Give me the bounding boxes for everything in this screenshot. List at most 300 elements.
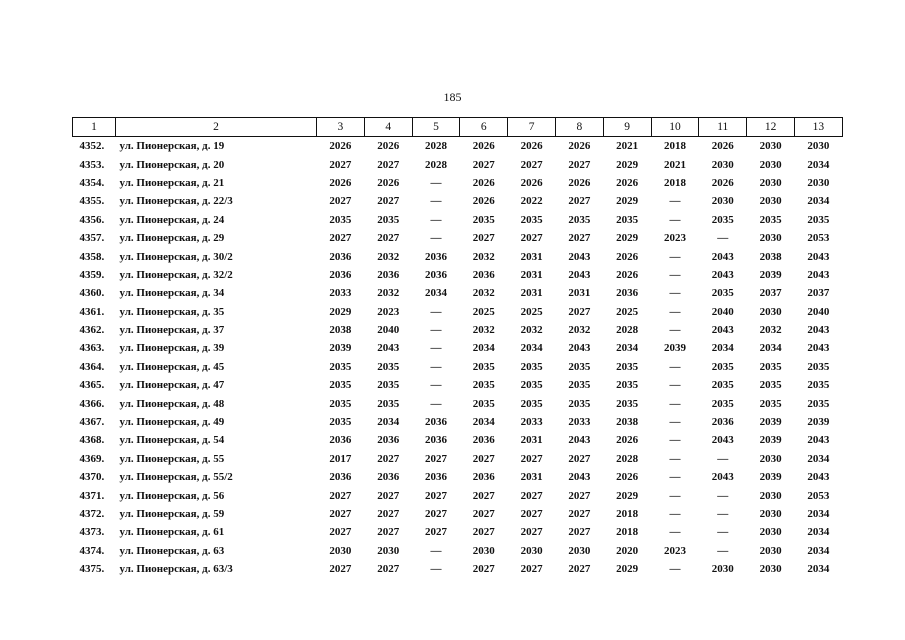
year-cell: 2026 (616, 268, 639, 281)
year-cell: 2021 (616, 140, 639, 153)
year-cell: — (717, 544, 729, 557)
year-cell: 2026 (616, 471, 639, 484)
year-cell: 2043 (711, 268, 734, 281)
year-cell: — (669, 526, 681, 539)
year-cell: 2029 (616, 489, 639, 502)
year-cell: 2039 (759, 471, 782, 484)
year-cell: 2040 (711, 305, 734, 318)
year-cell: 2027 (329, 563, 352, 576)
address-cell: ул. Пионерская, д. 39 (119, 342, 225, 355)
year-cell: 2029 (616, 232, 639, 245)
table-row (73, 266, 843, 284)
year-cell: 2036 (424, 268, 447, 281)
year-cell: — (430, 360, 442, 373)
year-cell: 2035 (711, 397, 734, 410)
year-cell: 2032 (759, 324, 782, 337)
year-cell: 2030 (759, 544, 782, 557)
year-cell: 2027 (472, 452, 495, 465)
year-cell: 2027 (568, 489, 591, 502)
year-cell: 2030 (759, 452, 782, 465)
year-cell: — (717, 452, 729, 465)
year-cell: 2030 (759, 140, 782, 153)
column-header: 12 (747, 118, 795, 137)
year-cell: 2035 (472, 213, 495, 226)
year-cell: 2043 (568, 250, 591, 263)
address-cell: ул. Пионерская, д. 61 (119, 526, 225, 539)
year-cell: — (430, 176, 442, 189)
column-header: 6 (460, 118, 508, 137)
year-cell: 2030 (377, 544, 400, 557)
year-cell: 2027 (520, 158, 543, 171)
table-row (73, 523, 843, 541)
address-cell: ул. Пионерская, д. 32/2 (119, 268, 233, 281)
year-cell: 2030 (759, 563, 782, 576)
year-cell: 2032 (568, 324, 591, 337)
year-cell: — (717, 232, 729, 245)
address-cell: ул. Пионерская, д. 55/2 (119, 471, 233, 484)
year-cell: — (430, 195, 442, 208)
column-header: 3 (317, 118, 365, 137)
column-header: 1 (73, 118, 116, 137)
year-cell: — (430, 213, 442, 226)
row-number-cell: 4352. (79, 140, 105, 153)
year-cell: — (430, 342, 442, 355)
year-cell: 2023 (663, 544, 686, 557)
year-cell: 2030 (568, 544, 591, 557)
year-cell: 2038 (759, 250, 782, 263)
year-cell: 2053 (807, 489, 830, 502)
year-cell: 2040 (807, 305, 830, 318)
year-cell: 2035 (472, 379, 495, 392)
year-cell: — (669, 397, 681, 410)
year-cell: 2027 (568, 195, 591, 208)
year-cell: 2037 (759, 287, 782, 300)
row-number-cell: 4368. (79, 434, 105, 447)
year-cell: 2027 (377, 489, 400, 502)
year-cell: 2035 (329, 379, 352, 392)
year-cell: 2030 (759, 158, 782, 171)
address-cell: ул. Пионерская, д. 63/3 (119, 563, 233, 576)
address-cell: ул. Пионерская, д. 49 (119, 416, 225, 429)
address-cell: ул. Пионерская, д. 35 (119, 305, 225, 318)
year-cell: 2035 (329, 360, 352, 373)
year-cell: 2026 (616, 176, 639, 189)
year-cell: 2029 (329, 305, 352, 318)
year-cell: 2027 (520, 232, 543, 245)
year-cell: — (717, 508, 729, 520)
year-cell: 2026 (377, 176, 400, 189)
year-cell: 2036 (377, 434, 400, 447)
year-cell: 2034 (424, 287, 447, 300)
year-cell: — (669, 213, 681, 226)
year-cell: 2032 (520, 324, 543, 337)
year-cell: 2030 (759, 232, 782, 245)
year-cell: 2036 (377, 471, 400, 484)
year-cell: 2036 (424, 471, 447, 484)
column-header: 9 (603, 118, 651, 137)
year-cell: 2028 (424, 158, 447, 171)
year-cell: 2035 (759, 360, 782, 373)
year-cell: 2026 (711, 140, 734, 153)
year-cell: 2043 (711, 250, 734, 263)
year-cell: 2043 (807, 324, 830, 337)
year-cell: 2035 (472, 397, 495, 410)
year-cell: 2027 (568, 526, 591, 539)
year-cell: 2025 (616, 305, 639, 318)
table-row (73, 229, 843, 247)
year-cell: 2034 (807, 526, 830, 539)
year-cell: 2021 (663, 158, 686, 171)
year-cell: 2036 (424, 434, 447, 447)
year-cell: 2036 (329, 250, 352, 263)
table-row (73, 247, 843, 265)
year-cell: 2035 (568, 213, 591, 226)
table-row (73, 431, 843, 449)
year-cell: 2027 (329, 526, 352, 539)
year-cell: 2039 (807, 416, 830, 429)
row-number-cell: 4353. (79, 158, 105, 171)
year-cell: — (669, 452, 681, 465)
year-cell: 2035 (377, 213, 400, 226)
year-cell: 2035 (616, 397, 639, 410)
year-cell: 2035 (472, 360, 495, 373)
year-cell: 2038 (616, 416, 639, 429)
year-cell: 2035 (520, 213, 543, 226)
year-cell: — (430, 544, 442, 557)
year-cell: 2035 (329, 416, 352, 429)
address-cell: ул. Пионерская, д. 63 (119, 544, 225, 557)
year-cell: 2027 (329, 232, 352, 245)
year-cell: 2032 (472, 250, 495, 263)
year-cell: 2018 (663, 176, 686, 189)
row-number-cell: 4356. (79, 213, 105, 226)
year-cell: 2030 (759, 305, 782, 318)
address-cell: ул. Пионерская, д. 19 (119, 140, 225, 153)
year-cell: 2034 (807, 544, 830, 557)
year-cell: 2023 (663, 232, 686, 245)
year-cell: 2043 (568, 268, 591, 281)
year-cell: 2043 (807, 342, 830, 355)
year-cell: 2026 (520, 176, 543, 189)
year-cell: 2031 (520, 287, 543, 300)
year-cell: 2032 (472, 324, 495, 337)
table-row (73, 339, 843, 357)
address-cell: ул. Пионерская, д. 21 (119, 176, 225, 189)
year-cell: 2035 (759, 379, 782, 392)
row-number-cell: 4362. (79, 324, 105, 337)
table-row (73, 284, 843, 302)
year-cell: 2036 (329, 471, 352, 484)
year-cell: 2043 (711, 434, 734, 447)
year-cell: 2020 (616, 544, 639, 557)
year-cell: 2035 (520, 379, 543, 392)
year-cell: 2026 (568, 176, 591, 189)
year-cell: 2034 (616, 342, 639, 355)
address-cell: ул. Пионерская, д. 47 (119, 379, 225, 392)
year-cell: 2035 (616, 379, 639, 392)
year-cell: 2030 (759, 176, 782, 189)
year-cell: 2027 (377, 526, 400, 539)
table-body (73, 137, 843, 579)
year-cell: 2034 (377, 416, 400, 429)
table-row (73, 413, 843, 431)
year-cell: 2034 (711, 342, 734, 355)
year-cell: 2036 (472, 434, 495, 447)
year-cell: 2026 (520, 140, 543, 153)
year-cell: 2030 (711, 158, 734, 171)
year-cell: 2035 (568, 360, 591, 373)
year-cell: 2030 (759, 508, 782, 520)
year-cell: 2027 (472, 508, 495, 520)
year-cell: — (669, 324, 681, 337)
year-cell: 2027 (329, 195, 352, 208)
row-number-cell: 4358. (79, 250, 105, 263)
column-header: 2 (116, 118, 317, 137)
year-cell: 2039 (663, 342, 686, 355)
address-cell: ул. Пионерская, д. 56 (119, 489, 225, 502)
year-cell: 2033 (520, 416, 543, 429)
year-cell: — (430, 397, 442, 410)
year-cell: 2027 (329, 508, 352, 520)
table-row (73, 376, 843, 394)
year-cell: 2037 (807, 287, 830, 300)
year-cell: — (669, 471, 681, 484)
year-cell: 2027 (377, 508, 400, 520)
table-row (73, 505, 843, 523)
year-cell: — (669, 489, 681, 502)
year-cell: — (669, 434, 681, 447)
address-cell: ул. Пионерская, д. 48 (119, 397, 225, 410)
row-number-cell: 4374. (79, 544, 105, 557)
address-cell: ул. Пионерская, д. 22/3 (119, 195, 233, 208)
year-cell: — (430, 324, 442, 337)
year-cell: 2043 (568, 434, 591, 447)
year-cell: 2035 (711, 287, 734, 300)
row-number-cell: 4373. (79, 526, 105, 539)
year-cell: 2027 (472, 232, 495, 245)
row-number-cell: 4370. (79, 471, 105, 484)
year-cell: — (669, 379, 681, 392)
year-cell: 2027 (377, 195, 400, 208)
year-cell: 2017 (329, 452, 352, 465)
year-cell: 2040 (377, 324, 400, 337)
year-cell: 2035 (711, 360, 734, 373)
year-cell: 2035 (759, 213, 782, 226)
year-cell: 2030 (472, 544, 495, 557)
year-cell: 2039 (759, 416, 782, 429)
year-cell: 2027 (377, 563, 400, 576)
year-cell: 2043 (711, 324, 734, 337)
address-cell: ул. Пионерская, д. 37 (119, 324, 225, 337)
row-number-cell: 4369. (79, 452, 105, 465)
year-cell: — (669, 268, 681, 281)
year-cell: — (430, 379, 442, 392)
year-cell: 2018 (663, 140, 686, 153)
year-cell: 2026 (377, 140, 400, 153)
year-cell: 2027 (520, 526, 543, 539)
year-cell: 2022 (520, 195, 543, 208)
year-cell: 2027 (568, 158, 591, 171)
year-cell: 2018 (616, 526, 639, 539)
year-cell: 2038 (329, 324, 352, 337)
year-cell: — (669, 305, 681, 318)
year-cell: 2035 (377, 360, 400, 373)
year-cell: 2034 (472, 342, 495, 355)
year-cell: 2034 (807, 452, 830, 465)
year-cell: 2039 (329, 342, 352, 355)
page-number: 185 (443, 90, 462, 104)
table-row (73, 211, 843, 229)
year-cell: 2036 (377, 268, 400, 281)
year-cell: 2027 (568, 305, 591, 318)
year-cell: 2031 (568, 287, 591, 300)
year-cell: — (669, 195, 681, 208)
repair-schedule-table (72, 117, 843, 578)
year-cell: 2027 (377, 158, 400, 171)
address-cell: ул. Пионерская, д. 54 (119, 434, 225, 447)
address-cell: ул. Пионерская, д. 20 (119, 158, 225, 171)
year-cell: 2027 (329, 489, 352, 502)
year-cell: 2035 (329, 213, 352, 226)
table-row (73, 192, 843, 210)
column-header: 7 (508, 118, 556, 137)
year-cell: 2035 (568, 379, 591, 392)
year-cell: 2036 (711, 416, 734, 429)
year-cell: 2034 (520, 342, 543, 355)
year-cell: 2027 (424, 452, 447, 465)
year-cell: 2027 (472, 526, 495, 539)
year-cell: 2025 (520, 305, 543, 318)
year-cell: 2030 (759, 489, 782, 502)
year-cell: 2035 (807, 213, 830, 226)
column-header: 10 (651, 118, 699, 137)
year-cell: 2026 (329, 176, 352, 189)
table-row (73, 303, 843, 321)
column-header: 4 (364, 118, 412, 137)
year-cell: 2029 (616, 563, 639, 576)
year-cell: 2028 (616, 452, 639, 465)
year-cell: 2034 (807, 508, 830, 520)
year-cell: 2035 (329, 397, 352, 410)
address-cell: ул. Пионерская, д. 29 (119, 232, 225, 245)
year-cell: 2026 (329, 140, 352, 153)
year-cell: 2036 (424, 416, 447, 429)
year-cell: 2030 (759, 526, 782, 539)
year-cell: 2027 (424, 508, 447, 520)
year-cell: 2030 (329, 544, 352, 557)
year-cell: 2026 (472, 176, 495, 189)
year-cell: 2033 (568, 416, 591, 429)
year-cell: 2043 (568, 342, 591, 355)
year-cell: 2027 (520, 508, 543, 520)
row-number-cell: 4360. (79, 287, 105, 300)
year-cell: 2027 (472, 563, 495, 576)
year-cell: 2032 (377, 250, 400, 263)
year-cell: 2032 (472, 287, 495, 300)
year-cell: — (669, 250, 681, 263)
year-cell: 2027 (568, 232, 591, 245)
year-cell: 2018 (616, 508, 639, 520)
address-cell: ул. Пионерская, д. 45 (119, 360, 225, 373)
year-cell: 2030 (759, 195, 782, 208)
year-cell: 2031 (520, 471, 543, 484)
year-cell: — (669, 416, 681, 429)
row-number-cell: 4361. (79, 305, 105, 318)
table-row (73, 137, 843, 156)
year-cell: 2027 (424, 489, 447, 502)
table-row (73, 560, 843, 578)
year-cell: 2043 (807, 268, 830, 281)
row-number-cell: 4364. (79, 360, 105, 373)
row-number-cell: 4363. (79, 342, 105, 355)
table-row (73, 450, 843, 468)
year-cell: 2026 (616, 434, 639, 447)
year-cell: 2036 (329, 268, 352, 281)
year-cell: 2035 (377, 397, 400, 410)
year-cell: — (669, 287, 681, 300)
year-cell: 2026 (472, 140, 495, 153)
table-row (73, 321, 843, 339)
year-cell: — (717, 526, 729, 539)
year-cell: 2030 (520, 544, 543, 557)
year-cell: 2034 (759, 342, 782, 355)
row-number-cell: 4357. (79, 232, 105, 245)
year-cell: — (430, 563, 442, 576)
year-cell: 2032 (377, 287, 400, 300)
year-cell: — (430, 232, 442, 245)
row-number-cell: 4359. (79, 268, 105, 281)
year-cell: 2035 (807, 360, 830, 373)
year-cell: 2036 (472, 471, 495, 484)
year-cell: 2043 (807, 471, 830, 484)
year-cell: 2030 (711, 195, 734, 208)
year-cell: 2026 (472, 195, 495, 208)
year-cell: 2033 (329, 287, 352, 300)
table-row (73, 486, 843, 504)
year-cell: 2039 (759, 268, 782, 281)
table-row (73, 174, 843, 192)
header-row (73, 118, 843, 137)
year-cell: 2035 (711, 379, 734, 392)
row-number-cell: 4366. (79, 397, 105, 410)
year-cell: 2036 (424, 250, 447, 263)
year-cell: — (717, 489, 729, 502)
year-cell: 2034 (807, 563, 830, 576)
table-row (73, 155, 843, 173)
table-row (73, 468, 843, 486)
year-cell: 2039 (759, 434, 782, 447)
year-cell: 2025 (472, 305, 495, 318)
year-cell: 2028 (616, 324, 639, 337)
column-header: 13 (794, 118, 842, 137)
year-cell: 2027 (329, 158, 352, 171)
column-header: 11 (699, 118, 747, 137)
year-cell: 2035 (616, 360, 639, 373)
year-cell: 2030 (807, 140, 830, 153)
year-cell: 2026 (616, 250, 639, 263)
year-cell: 2035 (377, 379, 400, 392)
year-cell: 2031 (520, 434, 543, 447)
year-cell: 2043 (807, 250, 830, 263)
year-cell: 2036 (329, 434, 352, 447)
year-cell: 2034 (472, 416, 495, 429)
year-cell: 2035 (520, 397, 543, 410)
year-cell: 2027 (520, 452, 543, 465)
address-cell: ул. Пионерская, д. 34 (119, 287, 225, 300)
year-cell: 2027 (472, 158, 495, 171)
row-number-cell: 4375. (79, 563, 105, 576)
year-cell: 2029 (616, 158, 639, 171)
